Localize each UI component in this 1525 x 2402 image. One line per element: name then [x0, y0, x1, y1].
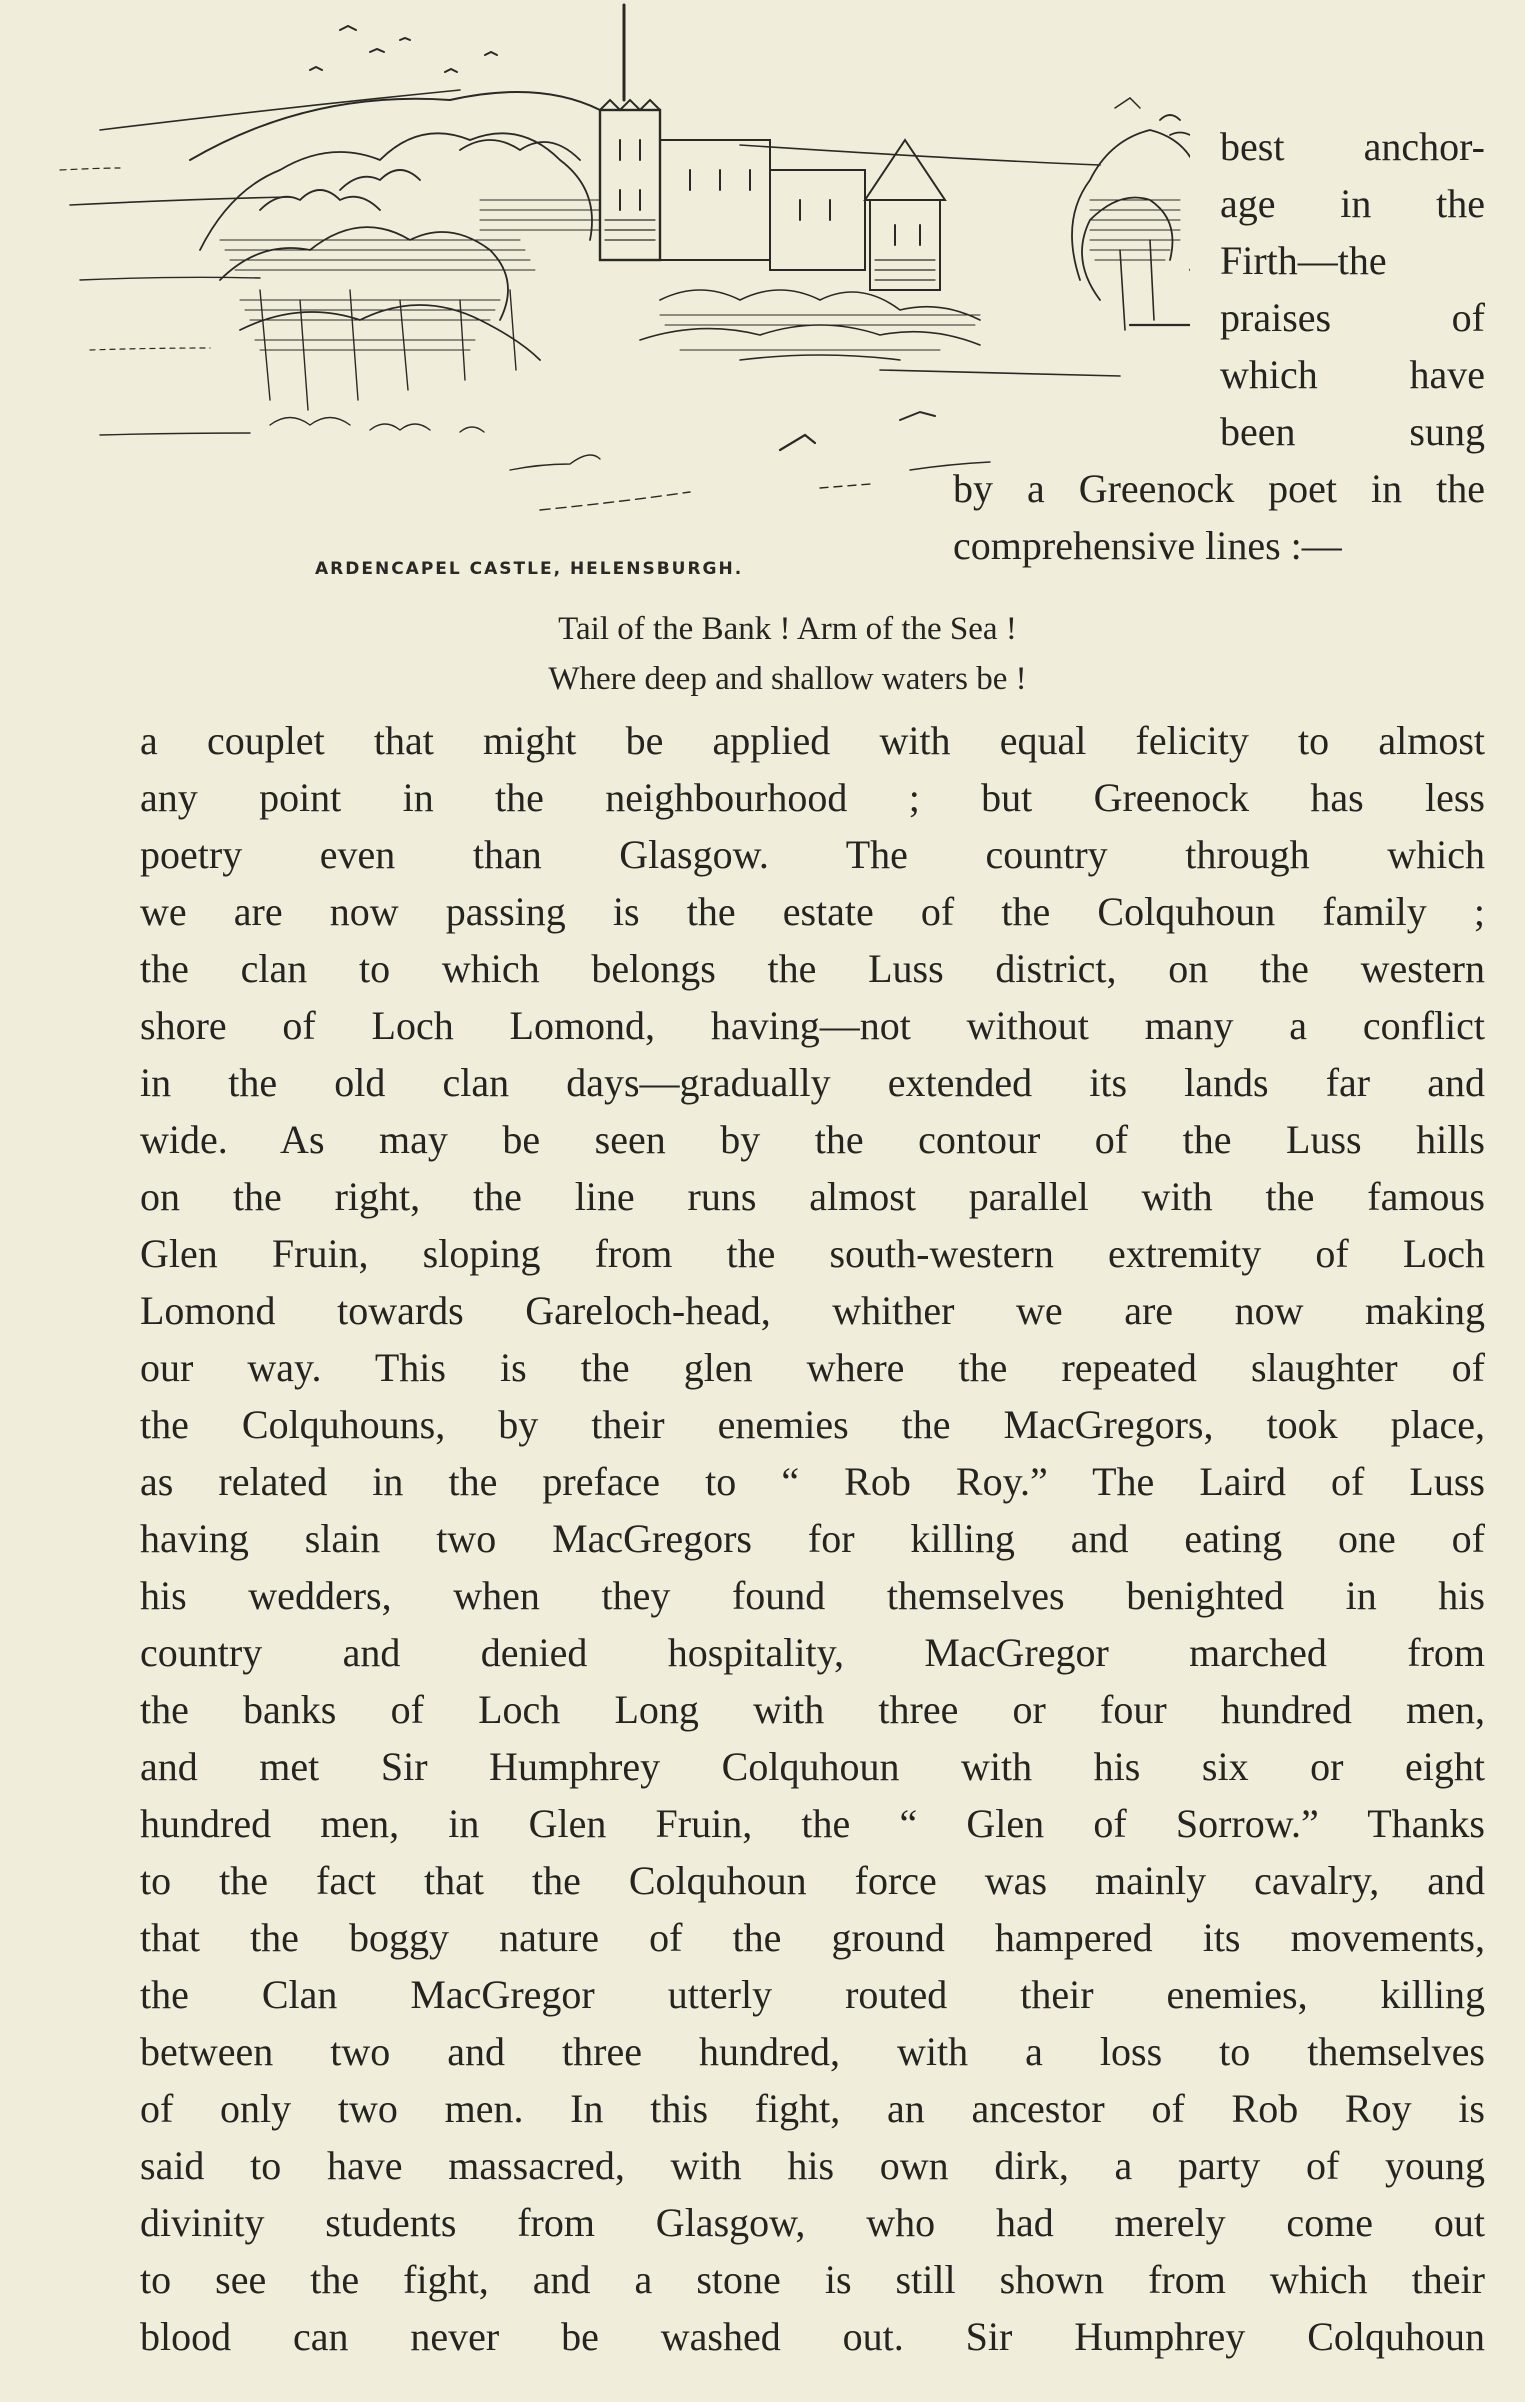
body-paragraph	[140, 712, 1485, 2365]
text-line: comprehensive lines :—	[953, 523, 1342, 568]
text-line: on the right, the line runs almost parallel with the famous	[140, 1174, 1485, 1219]
text-line: wide. As may be seen by the contour of the Luss hills	[140, 1117, 1485, 1162]
text-line: Lomond towards Gareloch-head, whither we are now making	[140, 1288, 1485, 1333]
couplet-line: Tail of the Bank ! Arm of the Sea !	[558, 611, 1017, 647]
text-line: any point in the neighbourhood ; but Greenock has less	[140, 775, 1485, 820]
text-line: divinity students from Glasgow, who had merely come out	[140, 2200, 1485, 2245]
text-line: country and denied hospitality, MacGregor marched from	[140, 1630, 1485, 1675]
text-line: our way. This is the glen where the repeated slaughter of	[140, 1345, 1485, 1390]
text-line: to the fact that the Colquhoun force was mainly cavalry, and	[140, 1858, 1485, 1903]
text-line: to see the fight, and a stone is still shown from which their	[140, 2257, 1485, 2302]
text-line: between two and three hundred, with a loss to themselves	[140, 2029, 1485, 2074]
couplet-line: Where deep and shallow waters be !	[548, 661, 1027, 697]
text-line: best anchor-	[1220, 124, 1485, 169]
text-line: that the boggy nature of the ground hampered its movements,	[140, 1915, 1485, 1960]
text-line: a couplet that might be applied with equal felicity to almost	[140, 718, 1485, 763]
text-line: the banks of Loch Long with three or four hundred men,	[140, 1687, 1485, 1732]
figure-caption: ARDENCAPEL CASTLE, HELENSBURGH.	[315, 559, 744, 579]
text-line: been sung	[1220, 409, 1485, 454]
text-line: poetry even than Glasgow. The country through which	[140, 832, 1485, 877]
wrapped-wide-text	[953, 460, 1485, 574]
text-line: blood can never be washed out. Sir Humphrey Colquhoun	[140, 2314, 1485, 2359]
text-line: and met Sir Humphrey Colquhoun with his six or eight	[140, 1744, 1485, 1789]
text-line: age in the	[1220, 181, 1485, 226]
text-line: as related in the preface to “ Rob Roy.” The Laird of Luss	[140, 1459, 1485, 1504]
text-line: said to have massacred, with his own dirk, a party of young	[140, 2143, 1485, 2188]
text-line: shore of Loch Lomond, having—not without many a conflict	[140, 1003, 1485, 1048]
text-line: his wedders, when they found themselves benighted in his	[140, 1573, 1485, 1618]
quoted-couplet	[0, 604, 1525, 704]
text-line: the clan to which belongs the Luss district, on the western	[140, 946, 1485, 991]
text-line: the Colquhouns, by their enemies the MacGregors, took place,	[140, 1402, 1485, 1447]
text-line: hundred men, in Glen Fruin, the “ Glen of Sorrow.” Thanks	[140, 1801, 1485, 1846]
text-line: the Clan MacGregor utterly routed their enemies, killing	[140, 1972, 1485, 2017]
text-line: Glen Fruin, sloping from the south-western extremity of Loch	[140, 1231, 1485, 1276]
text-line: in the old clan days—gradually extended its lands far and	[140, 1060, 1485, 1105]
text-line: praises of	[1220, 295, 1485, 340]
wrapped-side-text	[1220, 118, 1485, 460]
text-line: which have	[1220, 352, 1485, 397]
text-line: by a Greenock poet in the	[953, 466, 1485, 511]
text-line: of only two men. In this fight, an ancestor of Rob Roy is	[140, 2086, 1485, 2131]
text-line: we are now passing is the estate of the Colquhoun family ;	[140, 889, 1485, 934]
text-line: Firth—the	[1220, 238, 1387, 283]
text-line: having slain two MacGregors for killing and eating one of	[140, 1516, 1485, 1561]
